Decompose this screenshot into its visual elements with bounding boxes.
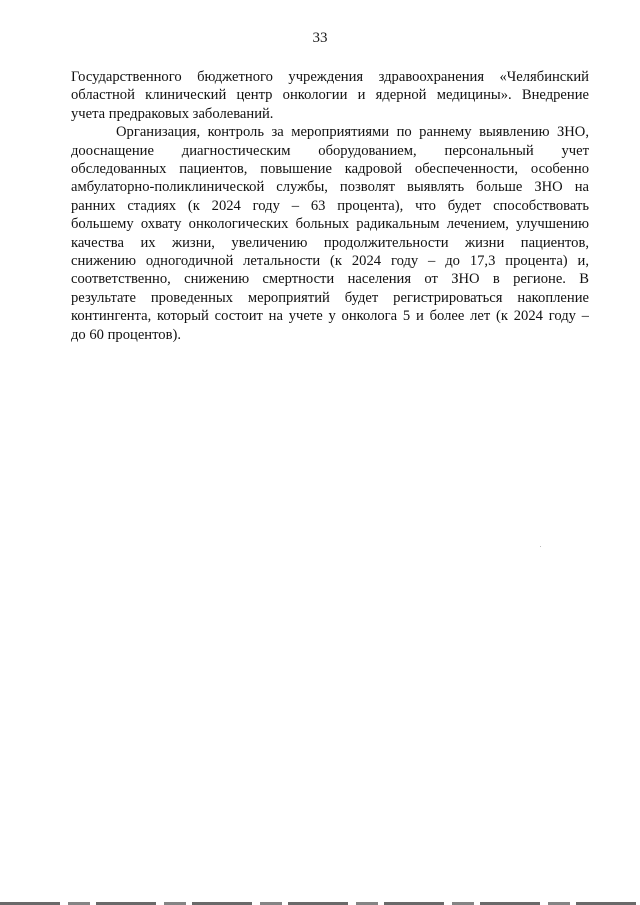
text-line: ранних стадиях (к 2024 году – 63 процента), что будет способствовать bbox=[71, 197, 589, 214]
text-line: до 60 процентов). bbox=[71, 326, 181, 343]
text-line: результате проведенных мероприятий будет регистрироваться накопление bbox=[71, 289, 589, 306]
text-line: Организация, контроль за мероприятиями по раннему выявлению ЗНО, bbox=[116, 124, 589, 141]
text-line: контингента, который состоит на учете у онколога 5 и более лет (к 2024 году – bbox=[71, 308, 589, 325]
body-text bbox=[71, 68, 589, 344]
paragraph-2 bbox=[71, 123, 589, 344]
text-line: учета предраковых заболеваний. bbox=[71, 105, 274, 122]
text-line: обследованных пациентов, повышение кадровой обеспеченности, особенно bbox=[71, 161, 589, 178]
text-line: Государственного бюджетного учреждения здравоохранения «Челябинский bbox=[71, 69, 589, 85]
text-line: соответственно, снижению смертности населения от ЗНО в регионе. В bbox=[71, 271, 589, 288]
text-line: снижению одногодичной летальности (к 2024 году – до 17,3 процента) и, bbox=[71, 253, 589, 270]
text-line: дооснащение диагностическим оборудованием, персональный учет bbox=[71, 142, 589, 159]
text-line: областной клинический центр онкологии и ядерной медицины». Внедрение bbox=[71, 87, 589, 104]
page-number: 33 bbox=[312, 30, 328, 46]
text-line: качества их жизни, увеличению продолжительности жизни пациентов, bbox=[71, 234, 589, 251]
text-line: амбулаторно-поликлинической службы, позволят выявлять больше ЗНО на bbox=[71, 179, 589, 196]
paragraph-1 bbox=[71, 68, 589, 123]
scan-speck bbox=[540, 546, 541, 547]
text-line: большему охвату онкологических больных радикальным лечением, улучшению bbox=[71, 216, 589, 233]
